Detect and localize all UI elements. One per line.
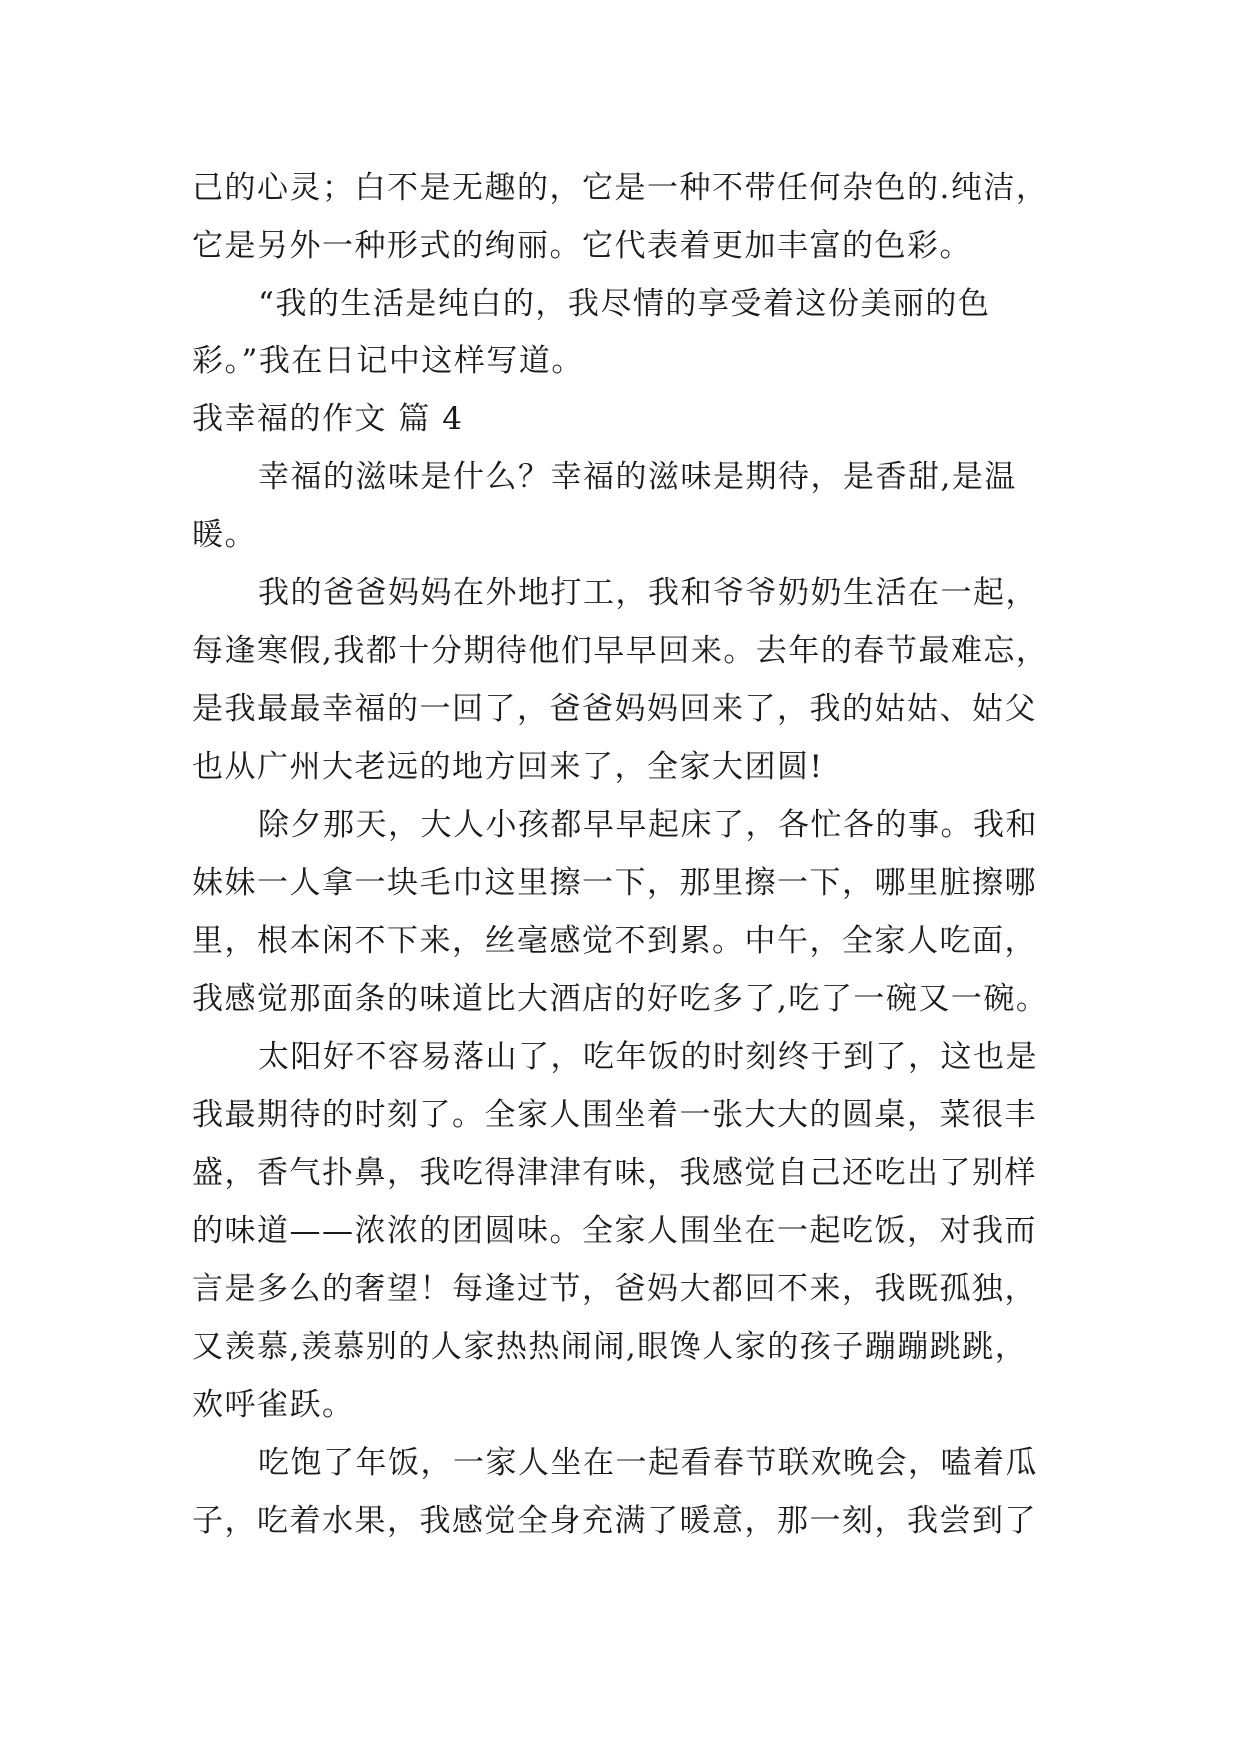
text-line: 每逢寒假,我都十分期待他们早早回来。去年的春节最难忘， [192, 633, 1049, 669]
text-line: 它是另外一种形式的绚丽。它代表着更加丰富的色彩。 [192, 228, 972, 264]
text-line: 也从广州大老远的地方回来了，全家大团圆! [192, 749, 824, 785]
text-line: 吃饱了年饭，一家人坐在一起看春节联欢晚会，嗑着瓜 [258, 1445, 1038, 1481]
text-line: 里，根本闲不下来，丝毫感觉不到累。中午，全家人吃面， [192, 923, 1037, 959]
text-line: 盛，香气扑鼻，我吃得津津有味，我感觉自己还吃出了别样 [192, 1155, 1037, 1191]
text-line: 妹妹一人拿一块毛巾这里擦一下，那里擦一下，哪里脏擦哪 [192, 865, 1037, 901]
text-line: 太阳好不容易落山了，吃年饭的时刻终于到了，这也是 [258, 1039, 1038, 1075]
text-line: 己的心灵；白不是无趣的，它是一种不带任何杂色的.纯洁， [192, 170, 1049, 206]
text-line: “我的生活是纯白的，我尽情的享受着这份美丽的色 [258, 286, 991, 322]
text-line: 我最期待的时刻了。全家人围坐着一张大大的圆桌，菜很丰 [192, 1097, 1037, 1133]
text-line: 幸福的滋味是什么？幸福的滋味是期待，是香甜,是温 [258, 459, 1017, 495]
text-line: 的味道——浓浓的团圆味。全家人围坐在一起吃饭，对我而 [192, 1213, 1037, 1249]
text-line: 又羡慕,羡慕别的人家热热闹闹,眼馋人家的孩子蹦蹦跳跳， [192, 1329, 1028, 1365]
text-line: 言是多么的奢望！每逢过节，爸妈大都回不来，我既孤独， [192, 1271, 1037, 1307]
text-line: 欢呼雀跃。 [192, 1387, 355, 1423]
text-line: 除夕那天，大人小孩都早早起床了，各忙各的事。我和 [258, 807, 1038, 843]
text-line: 我的爸爸妈妈在外地打工，我和爷爷奶奶生活在一起， [258, 575, 1038, 611]
text-line: 子，吃着水果，我感觉全身充满了暖意，那一刻，我尝到了 [192, 1503, 1037, 1539]
text-line: 彩。”我在日记中这样写道。 [192, 343, 584, 379]
text-line: 我感觉那面条的味道比大酒店的好吃多了,吃了一碗又一碗。 [192, 981, 1049, 1017]
text-line: 暖。 [192, 517, 257, 553]
text-line: 是我最最幸福的一回了，爸爸妈妈回来了，我的姑姑、姑父 [192, 691, 1037, 727]
section-heading: 我幸福的作文 篇 4 [192, 401, 464, 437]
